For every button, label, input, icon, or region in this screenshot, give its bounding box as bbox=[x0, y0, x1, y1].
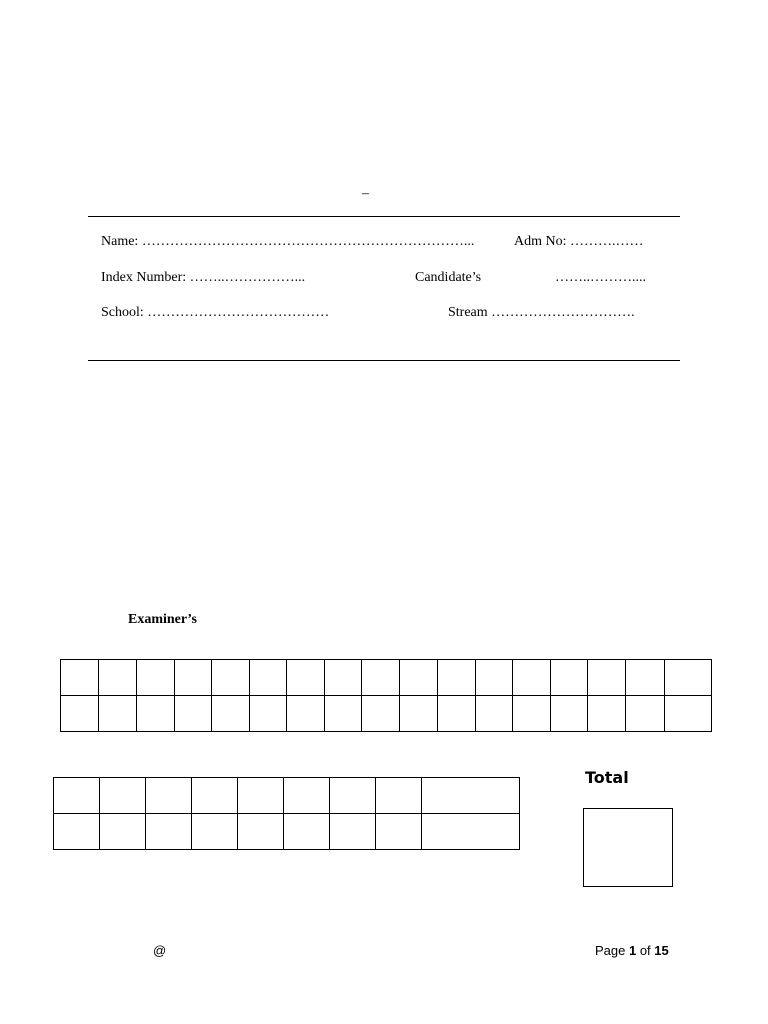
score-cell[interactable] bbox=[437, 660, 475, 696]
score-cell[interactable] bbox=[249, 696, 286, 732]
examiner-score-table bbox=[60, 659, 712, 732]
page-prefix: Page bbox=[595, 943, 629, 958]
stream-field: Stream …………………………. bbox=[448, 305, 635, 320]
page-total: 15 bbox=[654, 943, 669, 958]
score-cell[interactable] bbox=[626, 660, 664, 696]
candidates-value: ……..……….... bbox=[555, 270, 646, 285]
score-cell[interactable] bbox=[330, 814, 376, 850]
score-cell[interactable] bbox=[249, 660, 286, 696]
adm-no-field: Adm No: ……….…… bbox=[514, 234, 644, 249]
score-cell[interactable] bbox=[330, 778, 376, 814]
score-cell[interactable] bbox=[325, 696, 362, 732]
score-cell[interactable] bbox=[512, 660, 550, 696]
score-cell[interactable] bbox=[238, 778, 284, 814]
score-cell[interactable] bbox=[437, 696, 475, 732]
page-of: of bbox=[636, 943, 655, 958]
score-cell[interactable] bbox=[325, 660, 362, 696]
score-cell[interactable] bbox=[664, 660, 711, 696]
score-cell[interactable] bbox=[422, 778, 520, 814]
table-row bbox=[54, 778, 520, 814]
score-cell[interactable] bbox=[54, 778, 100, 814]
score-cell[interactable] bbox=[588, 660, 626, 696]
score-cell[interactable] bbox=[664, 696, 711, 732]
top-rule bbox=[88, 216, 680, 217]
score-cell[interactable] bbox=[551, 696, 588, 732]
table-row bbox=[61, 696, 712, 732]
score-cell[interactable] bbox=[61, 660, 99, 696]
bottom-rule bbox=[88, 360, 680, 361]
score-cell[interactable] bbox=[174, 660, 211, 696]
index-number-field: Index Number: ……..……………... bbox=[101, 270, 306, 285]
score-cell[interactable] bbox=[362, 696, 400, 732]
score-cell[interactable] bbox=[284, 778, 330, 814]
footer-at-symbol: @ bbox=[153, 943, 167, 958]
score-cell[interactable] bbox=[400, 660, 437, 696]
score-cell[interactable] bbox=[54, 814, 100, 850]
section-score-table bbox=[53, 777, 520, 850]
candidates-label: Candidate’s bbox=[415, 270, 482, 285]
score-cell[interactable] bbox=[174, 696, 211, 732]
score-cell[interactable] bbox=[362, 660, 400, 696]
score-cell[interactable] bbox=[475, 696, 512, 732]
score-cell[interactable] bbox=[99, 660, 137, 696]
score-cell[interactable] bbox=[284, 814, 330, 850]
score-cell[interactable] bbox=[192, 778, 238, 814]
score-cell[interactable] bbox=[286, 660, 324, 696]
page-number bbox=[595, 943, 669, 958]
score-cell[interactable] bbox=[551, 660, 588, 696]
score-cell[interactable] bbox=[376, 814, 422, 850]
score-cell[interactable] bbox=[192, 814, 238, 850]
score-cell[interactable] bbox=[512, 696, 550, 732]
name-field: Name: ……………………………………………………………... bbox=[101, 234, 475, 249]
score-cell[interactable] bbox=[100, 814, 146, 850]
score-cell[interactable] bbox=[286, 696, 324, 732]
examiners-label: Examiner’s bbox=[128, 612, 197, 627]
score-cell[interactable] bbox=[61, 696, 99, 732]
total-label: Total bbox=[585, 768, 629, 787]
header-dash: – bbox=[362, 186, 369, 201]
school-field: School: ………………………………… bbox=[101, 305, 330, 320]
table-row bbox=[61, 660, 712, 696]
score-cell[interactable] bbox=[588, 696, 626, 732]
score-cell[interactable] bbox=[100, 778, 146, 814]
score-cell[interactable] bbox=[99, 696, 137, 732]
total-score-box[interactable] bbox=[583, 808, 673, 887]
table-row bbox=[54, 814, 520, 850]
score-cell[interactable] bbox=[475, 660, 512, 696]
score-cell[interactable] bbox=[146, 814, 192, 850]
score-cell[interactable] bbox=[422, 814, 520, 850]
score-cell[interactable] bbox=[211, 696, 249, 732]
score-cell[interactable] bbox=[400, 696, 437, 732]
page-current: 1 bbox=[628, 943, 637, 958]
score-cell[interactable] bbox=[238, 814, 284, 850]
score-cell[interactable] bbox=[626, 696, 664, 732]
score-cell[interactable] bbox=[137, 660, 174, 696]
score-cell[interactable] bbox=[146, 778, 192, 814]
score-cell[interactable] bbox=[376, 778, 422, 814]
score-cell[interactable] bbox=[137, 696, 174, 732]
score-cell[interactable] bbox=[211, 660, 249, 696]
